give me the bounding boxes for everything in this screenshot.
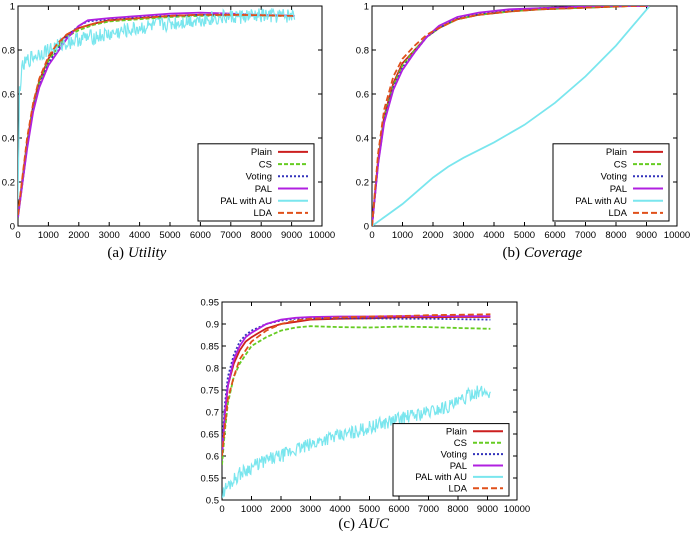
caption-c-name: AUC	[359, 516, 389, 532]
caption-a-name: Utility	[128, 245, 167, 261]
legend-label: PAL with AU	[220, 196, 272, 207]
legend-label: LDA	[448, 483, 467, 495]
x-tick-label: 4000	[329, 504, 351, 515]
caption-c	[180, 511, 525, 538]
x-tick-label: 3000	[98, 230, 120, 241]
x-tick-label: 8000	[250, 230, 272, 241]
y-tick-label: 0.65	[200, 429, 219, 441]
y-tick-label: 0.8	[355, 45, 369, 57]
legend-label: Plain	[445, 426, 467, 438]
x-tick-label: 0	[219, 504, 225, 515]
legend-label: Plain	[605, 147, 627, 159]
x-tick-label: 4000	[483, 230, 505, 241]
x-tick-label: 5000	[159, 230, 181, 241]
auc-chart	[180, 268, 531, 518]
legend-label: Voting	[245, 171, 272, 183]
x-tick-label: 10000	[308, 230, 336, 241]
y-tick-label: 0.4	[355, 133, 369, 145]
x-tick-label: 1000	[37, 230, 59, 241]
x-tick-label: 9000	[476, 504, 499, 515]
caption-c-prefix: (c)	[338, 516, 355, 532]
y-tick-label: 1	[363, 1, 369, 13]
legend-label: LDA	[253, 208, 272, 220]
caption-b-name: Coverage	[524, 245, 583, 261]
legend-label: PAL	[449, 460, 467, 472]
legend-label: PAL with AU	[575, 196, 627, 207]
x-tick-label: 3000	[452, 230, 475, 241]
legend-label: Voting	[600, 171, 627, 183]
y-tick-label: 0.2	[355, 177, 369, 189]
legend-label: CS	[453, 438, 467, 449]
y-tick-label: 0.7	[205, 407, 219, 419]
x-tick-label: 6000	[388, 504, 410, 515]
x-tick-label: 1000	[240, 504, 263, 515]
y-tick-label: 0	[363, 221, 369, 233]
legend-label: PAL	[254, 183, 272, 195]
x-tick-label: 3000	[299, 504, 322, 515]
x-tick-label: 6000	[544, 230, 566, 241]
x-tick-label: 6000	[189, 230, 211, 241]
x-tick-label: 0	[369, 230, 375, 241]
caption-b-prefix: (b)	[502, 245, 520, 261]
y-tick-label: 0.75	[200, 385, 219, 397]
x-tick-label: 2000	[270, 504, 292, 515]
x-tick-label: 8000	[605, 230, 627, 241]
x-tick-label: 1000	[391, 230, 414, 241]
x-tick-label: 5000	[513, 230, 536, 241]
y-tick-label: 0.9	[205, 319, 219, 331]
legend-label: PAL	[609, 183, 627, 195]
y-tick-label: 0.85	[200, 341, 219, 353]
x-tick-label: 0	[15, 230, 21, 241]
x-tick-label: 9000	[281, 230, 303, 241]
y-tick-label: 0.2	[1, 177, 15, 189]
coverage-chart	[344, 0, 693, 270]
x-tick-label: 8000	[447, 504, 469, 515]
legend-label: Plain	[250, 147, 272, 159]
x-tick-label: 7000	[574, 230, 597, 241]
caption-a-prefix: (a)	[107, 245, 124, 261]
x-tick-label: 5000	[358, 504, 381, 515]
y-tick-label: 0.55	[200, 473, 219, 485]
legend-label: LDA	[608, 208, 627, 220]
x-tick-label: 2000	[68, 230, 90, 241]
x-tick-label: 7000	[417, 504, 440, 515]
x-tick-label: 10000	[663, 230, 691, 241]
x-tick-label: 9000	[635, 230, 658, 241]
y-tick-label: 1	[9, 1, 15, 13]
y-tick-label: 0.6	[205, 451, 219, 463]
y-tick-label: 0.95	[200, 297, 219, 309]
x-tick-label: 2000	[422, 230, 444, 241]
caption-b	[344, 240, 693, 268]
y-tick-label: 0.6	[1, 89, 15, 101]
x-tick-label: 7000	[220, 230, 242, 241]
y-tick-label: 0.6	[355, 89, 369, 101]
utility-chart	[0, 0, 340, 270]
y-tick-label: 0.5	[205, 495, 219, 507]
y-tick-label: 0.8	[205, 363, 219, 375]
legend-label: PAL with AU	[415, 472, 467, 484]
y-tick-label: 0.4	[1, 133, 15, 145]
y-tick-label: 0	[9, 221, 15, 233]
x-tick-label: 4000	[129, 230, 151, 241]
caption-a	[0, 240, 340, 268]
legend-label: CS	[613, 159, 627, 171]
legend-label: CS	[258, 159, 272, 171]
legend-label: Voting	[440, 449, 467, 461]
x-tick-label: 10000	[503, 504, 531, 515]
y-tick-label: 0.8	[1, 45, 15, 57]
